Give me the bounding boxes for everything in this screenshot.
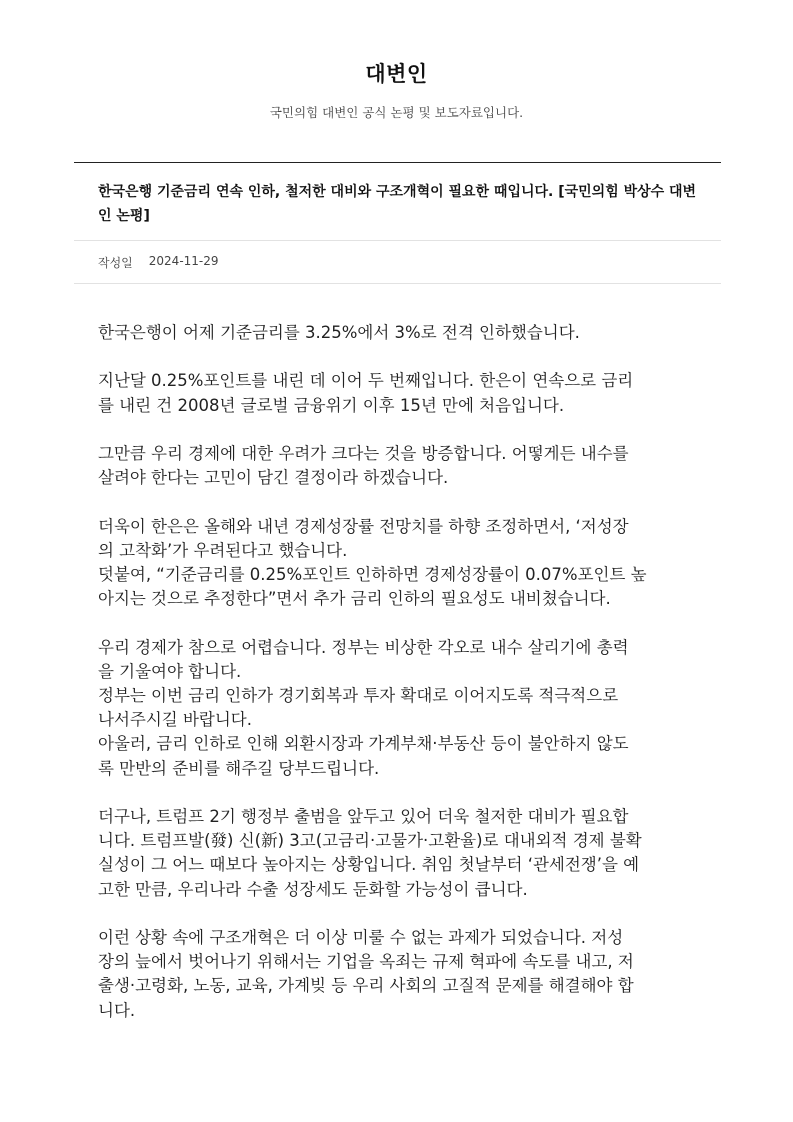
paragraph-line: 를 내린 건 2008년 글로벌 금융위기 이후 15년 만에 처음입니다. <box>98 395 565 415</box>
article-paragraph <box>98 636 696 781</box>
meta-divider <box>74 283 721 284</box>
paragraph-line: 나서주시길 바랍니다. <box>98 710 252 730</box>
article-title <box>98 180 698 228</box>
article-body <box>98 321 696 1047</box>
paragraph-line: 덧붙여, “기준금리를 0.25%포인트 인하하면 경제성장률이 0.07%포인트 높 <box>98 564 647 584</box>
site-subtitle: 국민의힘 대변인 공식 논평 및 보도자료입니다. <box>269 105 524 120</box>
paragraph-line: 니다. <box>98 1000 136 1020</box>
site-title: 대변인 <box>365 62 428 86</box>
paragraph-line: 을 기울여야 합니다. <box>98 661 242 681</box>
paragraph-line: 니다. 트럼프발(發) 신(新) 3고(고금리·고물가·고환율)로 대내외적 경제 불확 <box>98 831 642 851</box>
article-paragraph <box>98 515 696 612</box>
paragraph-line: 출생·고령화, 노동, 교육, 가계빚 등 우리 사회의 고질적 문제를 해결해야 합 <box>98 976 634 996</box>
paragraph-line: 한국은행이 어제 기준금리를 3.25%에서 3%로 전격 인하했습니다. <box>98 323 580 342</box>
paragraph-line: 의 고착화’가 우려된다고 했습니다. <box>98 540 348 560</box>
paragraph-line: 정부는 이번 금리 인하가 경기회복과 투자 확대로 이어지도록 적극적으로 <box>98 685 619 705</box>
paragraph-line: 이런 상황 속에 구조개혁은 더 이상 미룰 수 없는 과제가 되었습니다. 저성 <box>98 927 624 947</box>
article-meta <box>98 254 219 271</box>
publish-date: 2024-11-29 <box>148 254 219 268</box>
paragraph-line: 더욱이 한은은 올해와 내년 경제성장률 전망치를 하향 조정하면서, ‘저성장 <box>98 516 629 536</box>
paragraph-line: 록 만반의 준비를 해주길 당부드립니다. <box>98 758 380 778</box>
meta-label: 작성일 <box>98 256 133 270</box>
paragraph-line: 고한 만큼, 우리나라 수출 성장세도 둔화할 가능성이 큽니다. <box>98 879 528 899</box>
article-paragraph <box>98 926 696 1023</box>
title-divider <box>74 240 721 241</box>
article-paragraph <box>98 442 696 490</box>
paragraph-line: 실성이 그 어느 때보다 높아지는 상황입니다. 취임 첫날부터 ‘관세전쟁’을 예 <box>98 855 640 875</box>
paragraph-line: 장의 늪에서 벗어나기 위해서는 기업을 옥죄는 규제 혁파에 속도를 내고, 저 <box>98 952 634 972</box>
paragraph-line: 아지는 것으로 추정한다”면서 추가 금리 인하의 필요성도 내비쳤습니다. <box>98 589 611 609</box>
paragraph-line: 살려야 한다는 고민이 담긴 결정이라 하겠습니다. <box>98 468 449 488</box>
article-paragraph <box>98 321 696 345</box>
paragraph-line: 지난달 0.25%포인트를 내린 데 이어 두 번째입니다. 한은이 연속으로 금리 <box>98 371 634 391</box>
paragraph-line: 우리 경제가 참으로 어렵습니다. 정부는 비상한 각오로 내수 살리기에 총력 <box>98 637 629 657</box>
article-title-line: 한국은행 기준금리 연속 인하, 철저한 대비와 구조개혁이 필요한 때입니다. [국민의힘 박상수 대변 <box>98 184 697 200</box>
article-title-line: 인 논평] <box>98 208 150 224</box>
paragraph-line: 그만큼 우리 경제에 대한 우려가 크다는 것을 방증합니다. 어떻게든 내수를 <box>98 443 629 463</box>
header-divider <box>74 162 721 163</box>
paragraph-line: 아울러, 금리 인하로 인해 외환시장과 가계부채·부동산 등이 불안하지 않도 <box>98 734 629 754</box>
paragraph-line: 더구나, 트럼프 2기 행정부 출범을 앞두고 있어 더욱 철저한 대비가 필요합 <box>98 806 629 826</box>
article-paragraph <box>98 369 696 417</box>
article-paragraph <box>98 805 696 902</box>
